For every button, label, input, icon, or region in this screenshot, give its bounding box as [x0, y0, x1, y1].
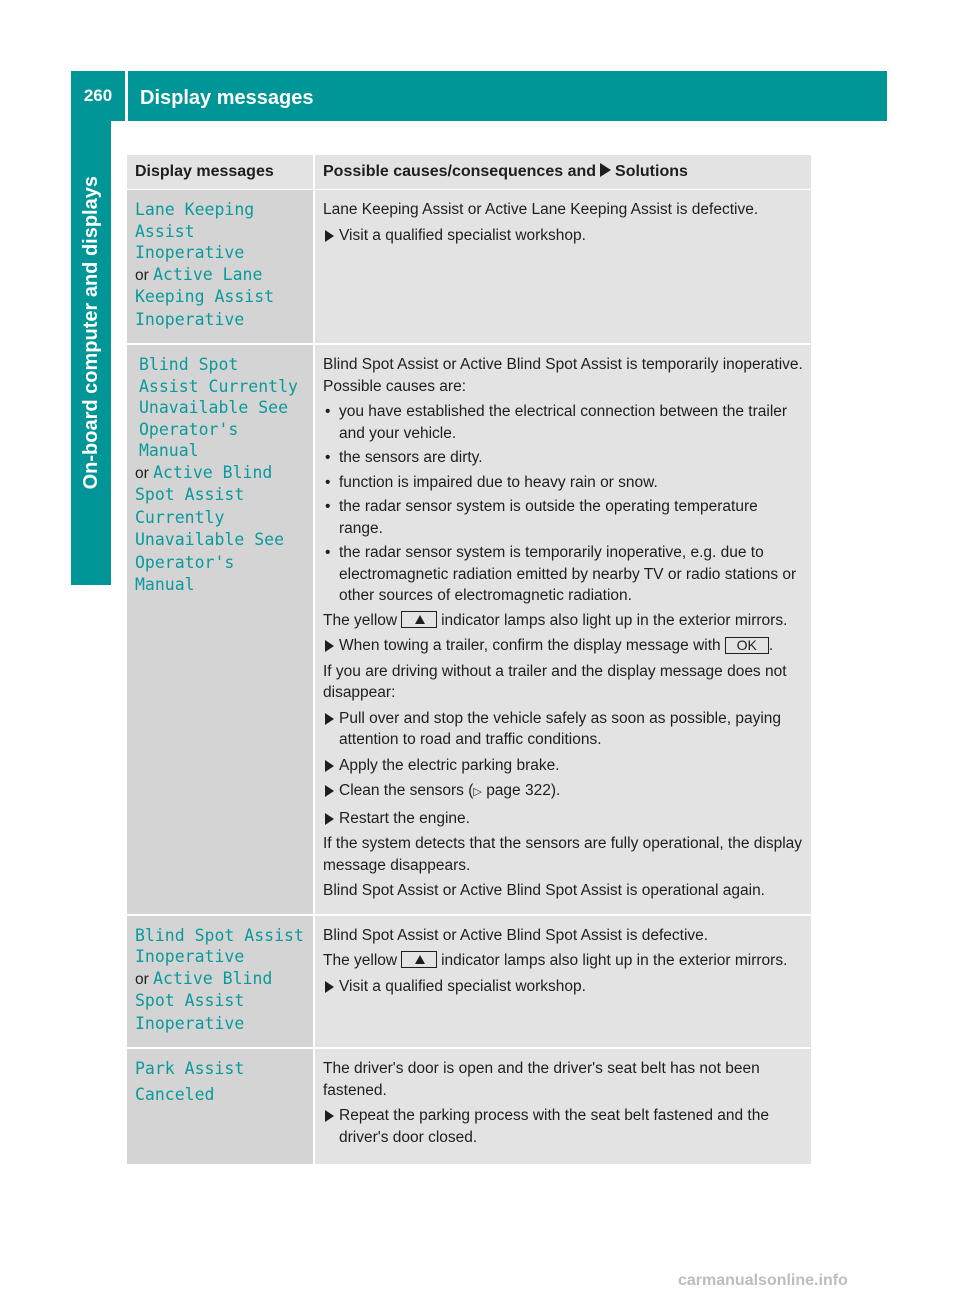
solution-arrow-icon [600, 163, 611, 177]
solution-step: Apply the electric parking brake. [323, 755, 803, 777]
page-reference-link[interactable]: page 322). [486, 782, 561, 799]
section-label: On-board computer and displays [80, 176, 102, 490]
cause-paragraph: Lane Keeping Assist or Active Lane Keeping Assist is defective. [323, 201, 759, 218]
indicator-text-end: indicator lamps also light up in the exterior mirrors. [441, 952, 788, 969]
display-message-alt-text: Active Blind Spot Assist Currently Unavailable See Operator's Manual [135, 462, 285, 594]
table-row [127, 190, 811, 345]
cause-paragraph: If you are driving without a trailer and the display message does not disappear: [323, 662, 787, 701]
display-message-text: Park Assist [135, 1059, 245, 1078]
cause-bullet: • function is impaired due to heavy rain or snow. [323, 472, 803, 494]
indicator-text-start: The yellow [323, 611, 398, 629]
cause-bullet: • the sensors are dirty. [323, 447, 803, 469]
cause-bullet: • you have established the electrical connection between the trailer and your vehicle. [323, 401, 803, 444]
page-number: 260 [83, 86, 113, 105]
warning-triangle-icon [401, 951, 437, 968]
message-cell [127, 190, 315, 345]
indicator-paragraph [323, 610, 803, 632]
solution-step: Repeat the parking process with the seat belt fastened and the driver's door closed. [323, 1105, 803, 1148]
cause-paragraph: Blind Spot Assist or Active Blind Spot Assist is defective. [323, 926, 709, 944]
cause-bullet: • the radar sensor system is temporarily inoperative, e.g. due to electromagnetic radiation emitted by nearby TV or radio stations or other sources of electromagnetic radiation. [323, 542, 803, 607]
solution-step-text: When towing a trailer, confirm the display message with [339, 637, 721, 654]
table-row [127, 916, 811, 1050]
display-message-text: Blind Spot Assist Currently Unavailable See Operator's Manual [139, 355, 298, 460]
solution-step: Visit a qualified specialist workshop. [323, 976, 803, 998]
page-header [71, 71, 887, 121]
indicator-text-end: indicator lamps also light up in the exterior mirrors. [441, 611, 788, 629]
display-message-alt-text: Active Blind Spot Assist Inoperative [135, 968, 273, 1033]
cause-bullet: • the radar sensor system is outside the operating temperature range. [323, 496, 803, 539]
section-side-tab [71, 121, 111, 585]
indicator-paragraph [323, 950, 803, 972]
message-cell [127, 345, 315, 916]
solution-step [323, 635, 803, 657]
display-message-text: Canceled [135, 1084, 215, 1104]
solution-step-text: Clean the sensors ( [339, 782, 474, 799]
page-title: Display messages [140, 87, 314, 109]
cause-paragraph: If the system detects that the sensors are fully operational, the display message disappears. [323, 835, 803, 874]
display-message-text: Blind Spot Assist Inoperative [135, 925, 304, 966]
cause-paragraph: The driver's door is open and the driver's seat belt has not been fastened. [323, 1060, 760, 1099]
column-header-messages: Display messages [127, 155, 315, 190]
solution-step [323, 780, 803, 804]
causes-cell [315, 1049, 811, 1166]
cause-paragraph: Blind Spot Assist or Active Blind Spot Assist is temporarily inoperative. Possible causes are: [323, 356, 803, 395]
table-row [127, 1049, 811, 1166]
warning-triangle-icon [401, 611, 437, 628]
cause-paragraph: Blind Spot Assist or Active Blind Spot Assist is operational again. [323, 882, 765, 899]
indicator-text-start: The yellow [323, 952, 398, 969]
or-text: or [135, 266, 149, 284]
or-text: or [135, 970, 149, 988]
table-header-row [127, 155, 811, 190]
causes-cell [315, 190, 811, 345]
column-header-solutions-text: Solutions [615, 163, 688, 180]
watermark: carmanualsonline.info [678, 1272, 848, 1289]
message-cell [127, 1049, 315, 1166]
solution-step: Restart the engine. [323, 808, 803, 830]
column-header-causes-text: Possible causes/consequences and [323, 163, 597, 180]
display-messages-table [127, 155, 811, 1166]
column-header-causes [315, 155, 811, 190]
causes-cell [315, 345, 811, 916]
ok-button-icon: OK [725, 637, 769, 654]
message-cell [127, 916, 315, 1050]
solution-step: Visit a qualified specialist workshop. [323, 225, 803, 247]
header-divider [125, 71, 128, 121]
solution-step-end: . [768, 637, 774, 654]
page-reference-icon: ▷ [473, 786, 482, 798]
table-row [127, 345, 811, 916]
or-text: or [135, 464, 149, 482]
display-message-alt-text: Active Lane Keeping Assist Inoperative [135, 264, 275, 329]
solution-step: Pull over and stop the vehicle safely as soon as possible, paying attention to road and traffic conditions. [323, 708, 803, 751]
causes-cell [315, 916, 811, 1050]
display-message-text: Lane Keeping Assist Inoperative [135, 200, 255, 262]
